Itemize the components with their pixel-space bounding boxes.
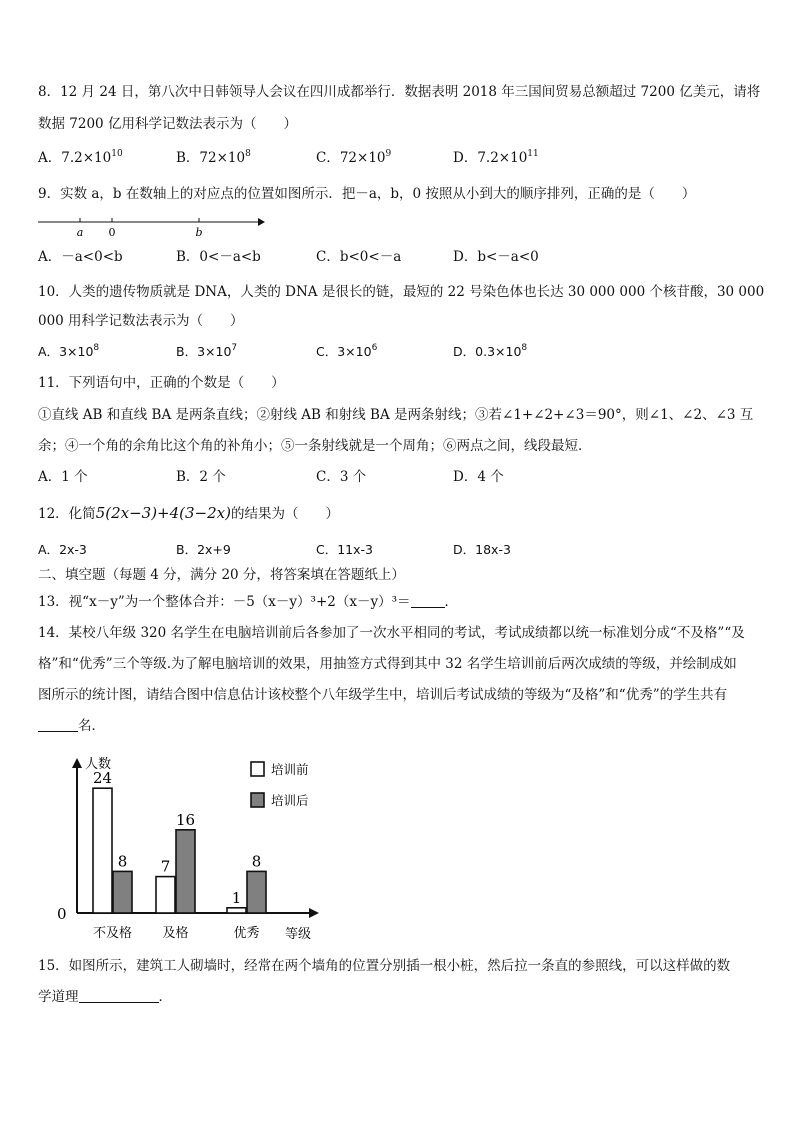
q8-line2: 数据 7200 亿用科学记数法表示为（ ） bbox=[38, 116, 297, 132]
q10-option-c: C．$3\times 10^6$ bbox=[316, 343, 378, 359]
y-axis-arrow bbox=[72, 758, 82, 768]
origin-label: 0 bbox=[57, 905, 67, 923]
q15-line1: 15．如图所示，建筑工人砌墙时，经常在两个墙角的位置分别插一根小桩，然后拉一条直的参照线，可以这样做的数 bbox=[38, 958, 731, 974]
q8-options bbox=[38, 148, 758, 168]
q8-option-b: B．$72\times 10^8$ bbox=[176, 149, 251, 166]
q8-option-d: D．$7.2\times 10^{11}$ bbox=[453, 149, 539, 166]
q11-line1: ①直线 AB 和直线 BA 是两条直线；②射线 AB 和射线 BA 是两条射线；③若∠1+∠2+∠3＝90°，则∠1、∠2、∠3 互 bbox=[38, 407, 754, 423]
data-label-1-1: 16 bbox=[175, 810, 196, 829]
q11-options bbox=[38, 467, 758, 487]
data-label-2-0: 1 bbox=[231, 888, 242, 907]
q15-line2: 学道理 ． bbox=[38, 989, 172, 1005]
q11-option-d: D．4 个 bbox=[453, 469, 504, 485]
q9-option-a: A．－a<0<b bbox=[38, 249, 123, 265]
bar-0-1 bbox=[113, 871, 132, 913]
data-label-1-0: 7 bbox=[160, 857, 171, 876]
q11-stem: 11．下列语句中，正确的个数是（ ） bbox=[38, 375, 285, 391]
q14-line1: 14．某校八年级 320 名学生在电脑培训前后各参加了一次水平相同的考试，考试成绩都以统一标准划分成“不及格”“及 bbox=[38, 625, 745, 641]
q13-answer-blank bbox=[411, 593, 445, 608]
q11-line2: 余；④一个角的余角比这个角的补角小；⑤一条射线就是一个周角；⑥两点之间，线段最短． bbox=[38, 438, 592, 454]
legend-label-0: 培训前 bbox=[271, 762, 309, 777]
q14-line3: 图所示的统计图，请结合图中信息估计该校整个八年级学生中，培训后考试成绩的等级为“及格”和“优秀”的学生共有 bbox=[38, 687, 728, 703]
q11-option-b: B．2 个 bbox=[176, 469, 226, 485]
bar-1-1 bbox=[176, 830, 195, 913]
legend-swatch-0 bbox=[251, 762, 264, 776]
bar-1-0 bbox=[156, 877, 175, 913]
label-a: a bbox=[76, 226, 84, 239]
q10-option-a: A．$3\times 10^8$ bbox=[38, 343, 100, 359]
q14-line2: 格”和“优秀”三个等级.为了解电脑培训的效果，用抽签方式得到其中 32 名学生培训前后两次成绩的等级，并绘制成如 bbox=[38, 656, 737, 672]
q14-line4: 名． bbox=[38, 716, 105, 736]
q10-option-d: D．$0.3\times 10^8$ bbox=[453, 343, 528, 359]
data-label-0-0: 24 bbox=[92, 769, 113, 788]
q12-option-c: C．11x-3 bbox=[316, 542, 374, 557]
q11-option-a: A．1 个 bbox=[38, 469, 88, 485]
q13-line: 13．视“x－y”为一个整体合并：－5（x－y）³+2（x－y）³＝ ． bbox=[38, 594, 459, 610]
category-label-0: 不及格 bbox=[92, 926, 133, 941]
q10-option-b: B．$3\times 10^7$ bbox=[176, 343, 238, 359]
x-axis-arrow bbox=[309, 908, 319, 918]
y-axis-label: 人数 bbox=[85, 757, 112, 772]
q14-bar-chart bbox=[55, 752, 345, 948]
q14-answer-blank bbox=[38, 717, 78, 732]
q11-option-c: C．3 个 bbox=[316, 469, 367, 485]
q8-option-a: A．$7.2\times 10^{10}$ bbox=[38, 149, 123, 166]
q12-options bbox=[38, 540, 758, 560]
bar-2-0 bbox=[227, 908, 246, 913]
q9-number-line bbox=[36, 212, 266, 240]
q8-line1: 8．12 月 24 日，第八次中日韩领导人会议在四川成都举行．数据表明 2018 年三国间贸易总额超过 7200 亿美元，请将 bbox=[38, 84, 761, 100]
q12-stem: 12．化简5(2x−3)+4(3−2x)的结果为（ ） bbox=[38, 504, 339, 522]
category-label-1: 及格 bbox=[162, 926, 189, 941]
q12-option-d: D．18x-3 bbox=[453, 542, 511, 557]
q9-stem: 9．实数 a，b 在数轴上的对应点的位置如图所示．把－a，b，0 按照从小到大的顺序排列，正确的是（ ） bbox=[38, 186, 696, 202]
q10-line2: 000 用科学记数法表示为（ ） bbox=[38, 313, 244, 329]
legend-swatch-1 bbox=[251, 793, 264, 807]
q12-expression: 5(2x−3)+4(3−2x) bbox=[95, 504, 231, 522]
q9-option-c: C．b<0<－a bbox=[316, 249, 402, 265]
section-2-heading: 二、填空题（每题 4 分，满分 20 分，将答案填在答题纸上） bbox=[38, 567, 405, 583]
chart-legend bbox=[251, 762, 309, 808]
label-b: b bbox=[195, 226, 203, 239]
q9-options bbox=[38, 247, 758, 267]
number-line-arrow bbox=[258, 218, 265, 226]
data-label-0-1: 8 bbox=[117, 852, 128, 871]
q15-answer-blank bbox=[79, 988, 159, 1003]
q10-options bbox=[38, 342, 758, 362]
q12-option-a: A．2x-3 bbox=[38, 542, 87, 557]
bar-0-0 bbox=[93, 788, 112, 913]
data-label-2-1: 8 bbox=[251, 852, 262, 871]
category-label-2: 优秀 bbox=[233, 926, 260, 941]
q9-option-b: B．0<－a<b bbox=[176, 249, 261, 265]
legend-label-1: 培训后 bbox=[271, 793, 309, 808]
q9-option-d: D．b<－a<0 bbox=[453, 249, 539, 265]
bar-2-1 bbox=[247, 871, 266, 913]
q12-option-b: B．2x+9 bbox=[176, 542, 231, 557]
label-zero: 0 bbox=[108, 226, 116, 239]
q10-line1: 10．人类的遗传物质就是 DNA，人类的 DNA 是很长的链，最短的 22 号染色体也长达 30 000 000 个核苷酸，30 000 bbox=[38, 284, 765, 300]
x-axis-label: 等级 bbox=[285, 927, 312, 942]
q8-option-c: C．$72\times 10^9$ bbox=[316, 149, 392, 166]
